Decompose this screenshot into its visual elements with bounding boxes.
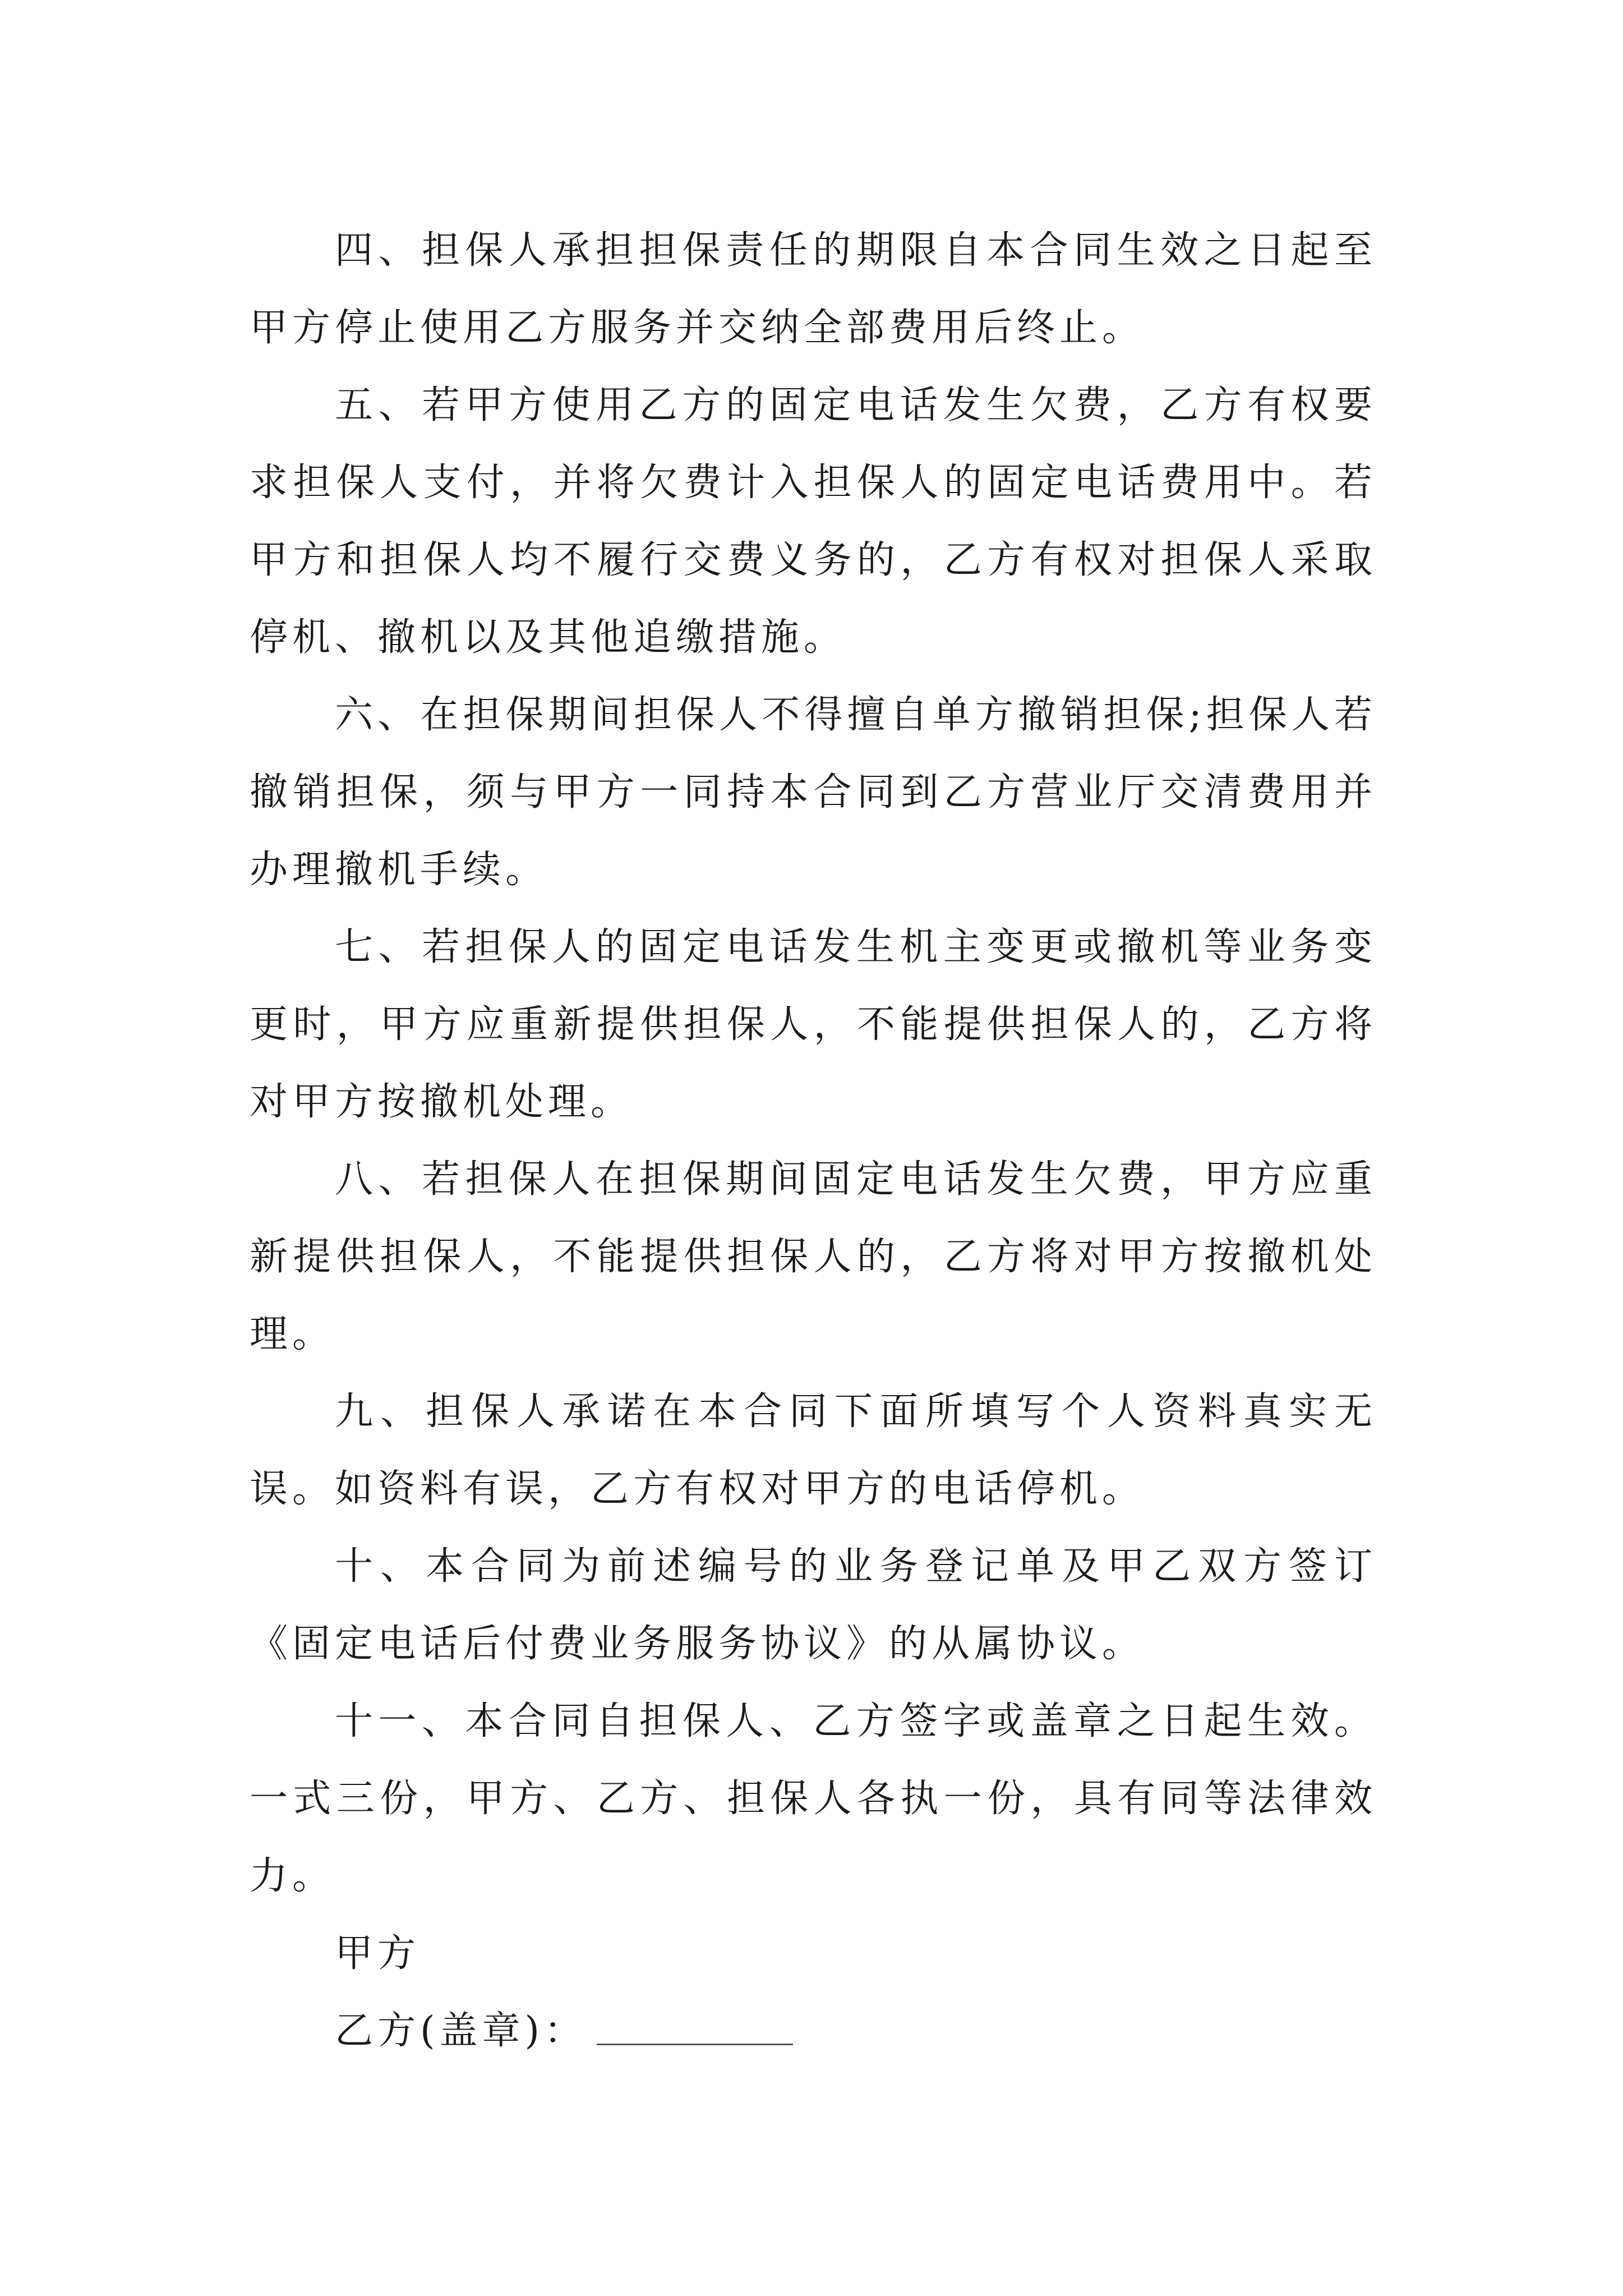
party-a-signature (250, 1915, 1377, 1993)
party-b-label: 乙方(盖章)： (335, 2009, 587, 2053)
clause-4: 四、担保人承担担保责任的期限自本合同生效之日起至甲方停止使用乙方服务并交纳全部费用后终止。 (250, 228, 1377, 350)
clause-10: 十、本合同为前述编号的业务登记单及甲乙双方签订《固定电话后付费业务服务协议》的从属协议。 (250, 1544, 1377, 1666)
clause-7: 七、若担保人的固定电话发生机主变更或撤机等业务变更时，甲方应重新提供担保人，不能提供担保人的，乙方将对甲方按撤机处理。 (250, 925, 1377, 1124)
party-a-label: 甲方 (335, 1931, 421, 1976)
signature-blank-line (597, 2043, 793, 2045)
contract-body (250, 212, 1377, 2070)
clause-11: 十一、本合同自担保人、乙方签字或盖章之日起生效。一式三份，甲方、乙方、担保人各执一份，具有同等法律效力。 (250, 1699, 1377, 1898)
party-b-signature (250, 1993, 1377, 2070)
clause-5: 五、若甲方使用乙方的固定电话发生欠费，乙方有权要求担保人支付，并将欠费计入担保人的固定电话费用中。若甲方和担保人均不履行交费义务的，乙方有权对担保人采取停机、撤机以及其他追缴措施。 (250, 383, 1377, 660)
clause-8: 八、若担保人在担保期间固定电话发生欠费，甲方应重新提供担保人，不能提供担保人的，乙方将对甲方按撤机处理。 (250, 1157, 1377, 1356)
clause-9: 九、担保人承诺在本合同下面所填写个人资料真实无误。如资料有误，乙方有权对甲方的电话停机。 (250, 1389, 1377, 1511)
clause-6: 六、在担保期间担保人不得擅自单方撤销担保;担保人若撤销担保，须与甲方一同持本合同到乙方营业厅交清费用并办理撤机手续。 (250, 693, 1377, 892)
